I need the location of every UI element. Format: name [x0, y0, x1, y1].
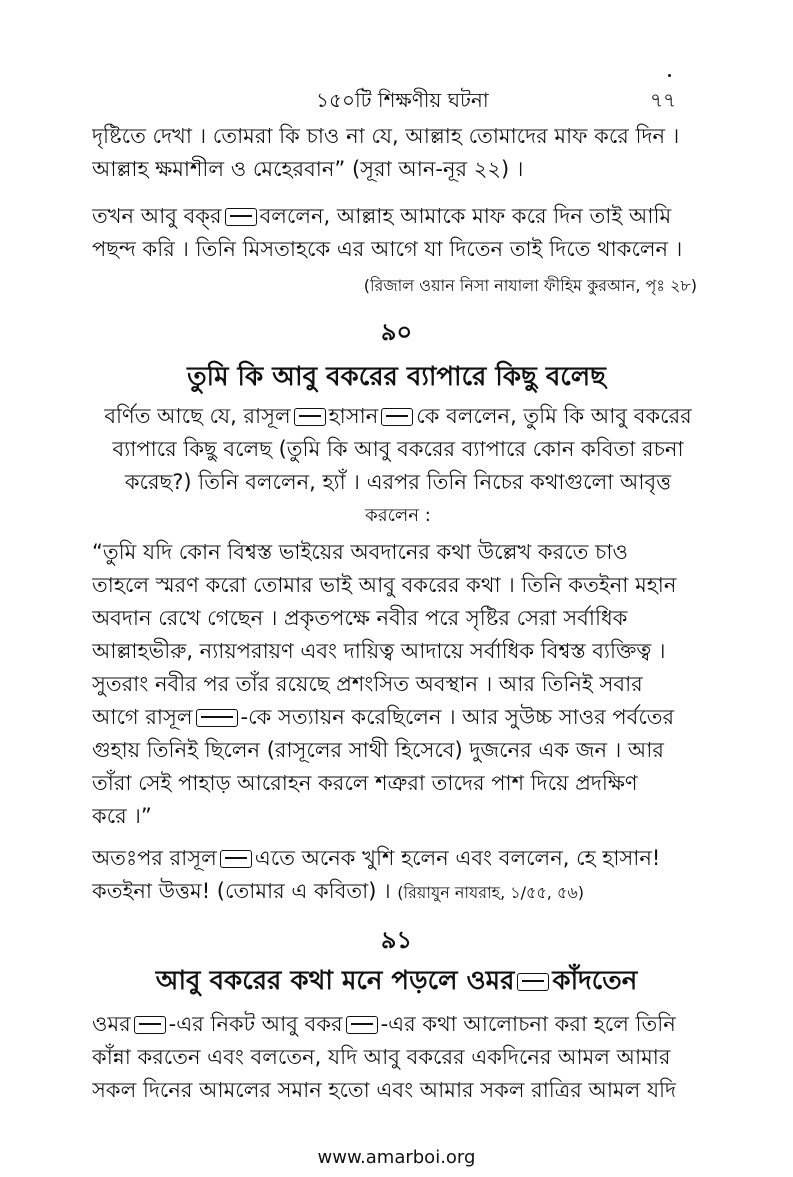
text-line: সকল দিনের আমলের সমান হতো এবং আমার সকল রাত্রির আমল যদি [92, 1078, 677, 1102]
honorific-ligature-icon [346, 1016, 378, 1034]
text-line: দৃষ্টিতে দেখা । তোমরা কি চাও না যে, আল্লাহ তোমাদের মাফ করে দিন । [92, 124, 680, 148]
honorific-ligature-icon [196, 709, 238, 727]
poem-quote [92, 536, 704, 833]
text-line: তাঁরা সেই পাহাড় আরোহন করলে শত্রুরা তাদের পাশ দিয়ে প্রদক্ষিণ [92, 771, 638, 795]
honorific-ligature-icon [294, 408, 326, 426]
story-intro [92, 400, 704, 532]
story-body [92, 1008, 704, 1107]
honorific-ligature-icon [517, 973, 549, 991]
story-number: ৯০ [380, 318, 413, 346]
story-outro [92, 842, 704, 909]
text-line: করলেন : [365, 505, 431, 526]
page-header [0, 86, 793, 116]
footer-url: www.amarboi.org [317, 1147, 476, 1168]
text-line: আগে রাসূল -কে সত্যায়ন করেছিলেন । আর সুউচ্চ সাওর পর্বতের [92, 705, 675, 729]
text-line: ওমর -এর নিকট আবু বকর -এর কথা আলোচনা করা হলে তিনি [92, 1012, 676, 1036]
text-line: অতঃপর রাসূল এতে অনেক খুশি হলেন এবং বললেন, হে হাসান! [92, 846, 661, 870]
text-line: সুতরাং নবীর পর তাঁর রয়েছে প্রশংসিত অবস্থান । আর তিনিই সবার [92, 672, 643, 696]
running-title: ১৫০টি শিক্ষণীয় ঘটনা [316, 88, 489, 112]
text-line: পছন্দ করি । তিনি মিসতাহকে এর আগে যা দিতেন তাই দিতে থাকলেন । [92, 237, 683, 261]
honorific-ligature-icon [220, 850, 252, 868]
text-line: করেছ?) তিনি বললেন, হ্যাঁ । এরপর তিনি নিচের কথাগুলো আবৃত্ত [124, 470, 672, 494]
text-line: ব্যাপারে কিছু বলেছ (তুমি কি আবু বকরের ব্যাপারে কোন কবিতা রচনা [112, 437, 684, 461]
honorific-ligature-icon [225, 208, 257, 226]
text-line: বর্ণিত আছে যে, রাসূল হাসান কে বললেন, তুমি কি আবু বকরের [104, 404, 692, 428]
citation: (রিজাল ওয়ান নিসা নাযালা ফীহিম কুরআন, পৃঃ ২৮) [363, 276, 697, 295]
story-title: আবু বকরের কথা মনে পড়লে ওমর কাঁদতেন [155, 966, 638, 996]
honorific-ligature-icon [381, 408, 413, 426]
text-line: কতইনা উত্তম! (তোমার এ কবিতা) । (রিয়াযুন নাযরাহ, ১/৫৫, ৫৬) [92, 879, 584, 903]
story-number: ৯১ [380, 926, 413, 954]
text-line: আল্লাহভীরু, ন্যায়পরায়ণ এবং দায়িত্ব আদায়ে সর্বাধিক বিশ্বস্ত ব্যক্তিত্ব । [92, 639, 666, 663]
story-title: তুমি কি আবু বকরের ব্যাপারে কিছু বলেছ [187, 362, 606, 392]
inline-citation: (রিয়াযুন নাযরাহ, ১/৫৫, ৫৬) [397, 883, 584, 902]
text-line: কাঁন্না করতেন এবং বলতেন, যদি আবু বকরের একদিনের আমল আমার [92, 1045, 671, 1069]
honorific-ligature-icon [134, 1016, 166, 1034]
abubakr-paragraph [92, 200, 704, 266]
text-line: গুহায় তিনিই ছিলেন (রাসূলের সাথী হিসেবে) দুজনের এক জন । আর [92, 738, 664, 762]
text-line: করে ।” [92, 804, 152, 828]
text-line: অবদান রেখে গেছেন । প্রকৃতপক্ষে নবীর পরে সৃষ্টির সেরা সর্বাধিক [92, 606, 628, 630]
text-line: “তুমি যদি কোন বিশ্বস্ত ভাইয়ের অবদানের কথা উল্লেখ করতে চাও [92, 540, 628, 564]
page-number: ৭৭ [650, 88, 677, 112]
text-line: তখন আবু বক্‌র বললেন, আল্লাহ আমাকে মাফ করে দিন তাই আমি [92, 204, 672, 228]
text-line: আল্লাহ ক্ষমাশীল ও মেহেরবান” (সূরা আন-নূর ২২) । [92, 157, 524, 181]
text-line: তাহলে স্মরণ করো তোমার ভাই আবু বকরের কথা । তিনি কতইনা মহান [92, 573, 677, 597]
print-speck [668, 74, 671, 77]
intro-paragraph [92, 120, 704, 186]
